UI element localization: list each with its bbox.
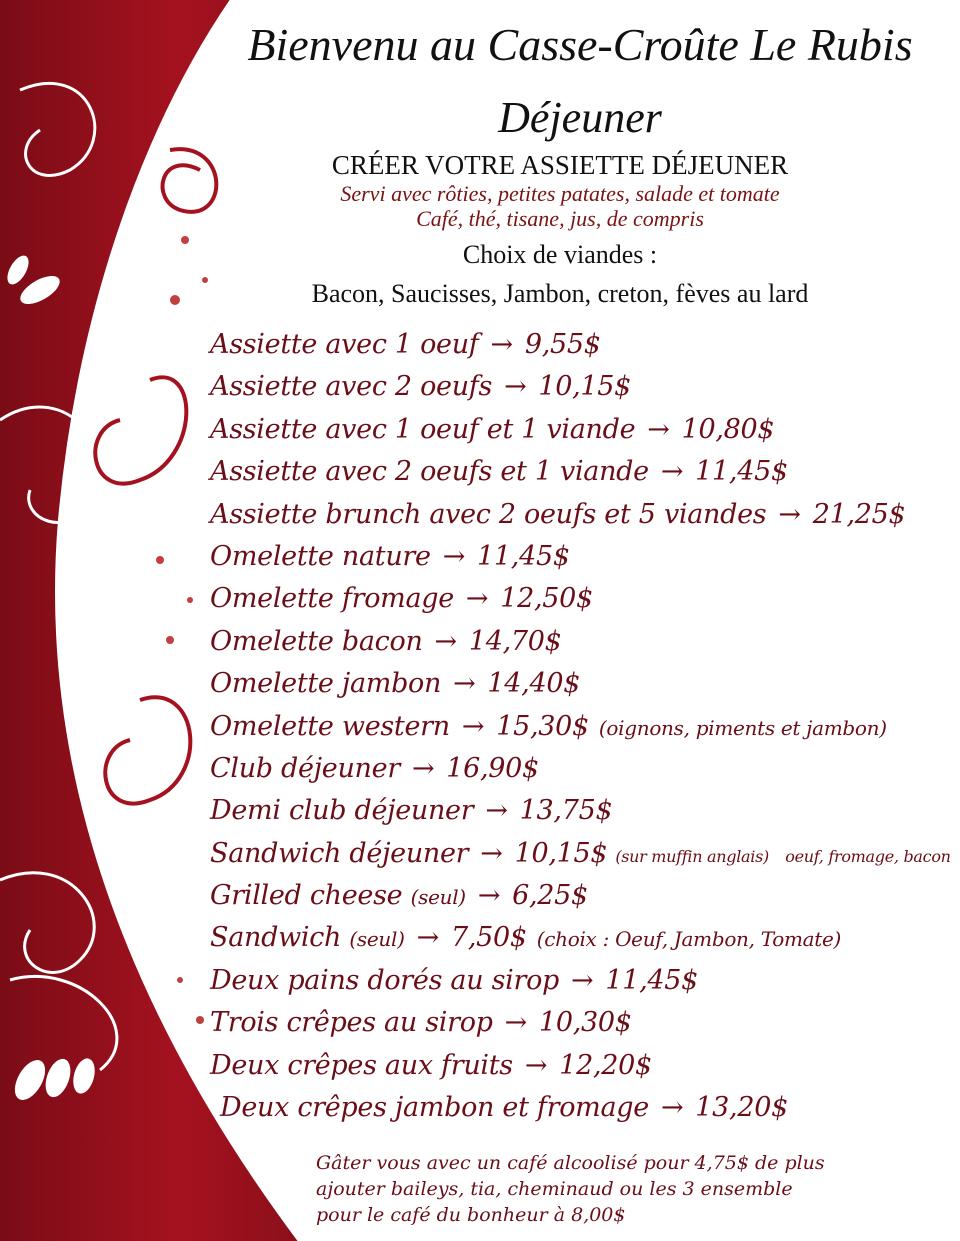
drinks-included-text: Café, thé, tisane, jus, de compris <box>416 206 704 231</box>
item-name: Sandwich <box>210 922 342 954</box>
menu-item <box>210 1002 955 1044</box>
arrow-icon: → <box>647 413 670 445</box>
menu-item <box>210 663 955 705</box>
menu-item <box>210 917 955 959</box>
item-name: Deux crêpes jambon et fromage <box>220 1092 649 1124</box>
item-price: 13,20$ <box>695 1092 788 1124</box>
item-name: Grilled cheese <box>210 880 403 912</box>
arrow-icon: → <box>461 710 485 742</box>
item-price: 21,25$ <box>812 498 906 530</box>
item-qualifier: (seul) <box>410 885 466 910</box>
item-name: Assiette avec 1 oeuf <box>210 329 479 360</box>
item-price: 11,45$ <box>477 540 570 572</box>
arrow-icon: → <box>477 880 501 912</box>
menu-item <box>210 790 955 832</box>
item-name: Demi club déjeuner <box>210 795 474 827</box>
item-price: 10,15$ <box>514 837 608 869</box>
splatter-dot <box>196 1016 204 1024</box>
item-name: Assiette avec 2 oeufs et 1 viande <box>210 456 649 488</box>
arrow-icon: → <box>660 456 684 488</box>
item-name: Omelette fromage <box>210 583 454 615</box>
item-price: 16,90$ <box>446 752 539 784</box>
item-name: Deux crêpes aux fruits <box>210 1049 513 1081</box>
menu-item <box>210 536 955 578</box>
arrow-icon: → <box>504 371 527 403</box>
footer-line-1: Gâter vous avec un café alcoolisé pour 4,75$ de plus <box>316 1152 825 1174</box>
item-name: Omelette jambon <box>210 668 442 700</box>
item-price: 12,20$ <box>559 1049 652 1081</box>
arrow-icon: → <box>485 795 508 827</box>
arrow-icon: → <box>453 668 476 700</box>
alcoholic-coffee-note <box>316 1150 916 1228</box>
footer-line-2: ajouter baileys, tia, cheminaud ou les 3 ensemble <box>316 1178 793 1200</box>
menu-item <box>210 748 955 790</box>
arrow-icon: → <box>524 1049 548 1081</box>
menu-item <box>210 409 955 451</box>
section-title: Déjeuner <box>498 93 662 142</box>
item-note: (oignons, piments et jambon) <box>598 715 887 740</box>
menu-item <box>210 621 955 663</box>
footer-line-3: pour le café du bonheur à 8,00$ <box>316 1204 626 1226</box>
item-price: 6,25$ <box>512 880 588 912</box>
menu-items-list <box>210 324 955 1129</box>
splatter-dot <box>177 977 183 983</box>
item-price: 11,45$ <box>695 456 788 488</box>
menu-item <box>210 366 955 408</box>
splatter-dot <box>170 295 180 305</box>
item-note: oeuf, fromage, bacon <box>785 846 951 866</box>
menu-item <box>210 706 955 748</box>
served-with-text: Servi avec rôties, petites patates, salade et tomate <box>340 181 780 206</box>
splatter-dot <box>187 597 193 603</box>
item-name: Assiette avec 1 oeuf et 1 viande <box>210 413 636 445</box>
item-price: 14,40$ <box>487 668 581 700</box>
item-price: 13,75$ <box>519 795 613 827</box>
item-name: Trois crêpes au sirop <box>210 1007 493 1039</box>
item-price: 9,55$ <box>524 329 601 360</box>
item-price: 14,70$ <box>468 625 562 657</box>
menu-item <box>210 578 955 620</box>
item-note: (choix : Oeuf, Jambon, Tomate) <box>536 927 842 952</box>
item-name: Assiette brunch avec 2 oeufs et 5 viandes <box>210 498 767 530</box>
menu-item <box>210 324 955 366</box>
meat-choice-list: Bacon, Saucisses, Jambon, creton, fèves au lard <box>311 279 809 308</box>
menu-item <box>210 833 955 875</box>
red-swirl-3 <box>105 697 190 803</box>
arrow-icon: → <box>504 1007 527 1039</box>
item-price: 15,30$ <box>496 710 589 742</box>
item-price: 11,45$ <box>605 964 699 996</box>
menu-item <box>210 451 955 493</box>
item-price: 10,15$ <box>538 371 632 403</box>
item-price: 7,50$ <box>450 922 527 954</box>
item-price: 10,80$ <box>681 413 775 445</box>
build-plate-heading: CRÉER VOTRE ASSIETTE DÉJEUNER <box>331 150 789 180</box>
arrow-icon: → <box>571 964 594 996</box>
arrow-icon: → <box>465 583 489 615</box>
menu-item <box>210 875 955 917</box>
arrow-icon: → <box>416 922 439 954</box>
item-name: Club déjeuner <box>210 752 400 784</box>
splatter-dot <box>181 236 189 244</box>
arrow-icon: → <box>411 752 435 784</box>
item-name: Assiette avec 2 oeufs <box>210 371 493 403</box>
menu-item <box>210 494 955 536</box>
arrow-icon: → <box>778 498 801 530</box>
meat-choice-label: Choix de viandes : <box>462 240 658 269</box>
page-title: Bienvenu au Casse-Croûte Le Rubis <box>247 19 913 70</box>
arrow-icon: → <box>490 329 513 360</box>
menu-item <box>210 1045 955 1087</box>
item-name: Omelette bacon <box>210 625 423 657</box>
arrow-icon: → <box>442 540 466 572</box>
item-name: Omelette nature <box>210 540 431 572</box>
menu-item <box>210 960 955 1002</box>
item-name: Sandwich déjeuner <box>210 837 469 869</box>
red-swirl-2 <box>95 377 186 483</box>
arrow-icon: → <box>660 1092 684 1124</box>
item-name: Omelette western <box>210 710 450 742</box>
item-note-small: (sur muffin anglais) <box>615 846 769 866</box>
item-qualifier: (seul) <box>349 927 405 952</box>
menu-item <box>210 1087 955 1129</box>
item-name: Deux pains dorés au sirop <box>210 964 560 996</box>
item-price: 12,50$ <box>500 583 593 615</box>
arrow-icon: → <box>434 625 457 657</box>
arrow-icon: → <box>480 837 503 869</box>
splatter-dot <box>156 556 164 564</box>
item-price: 10,30$ <box>539 1007 632 1039</box>
splatter-dot <box>166 636 174 644</box>
